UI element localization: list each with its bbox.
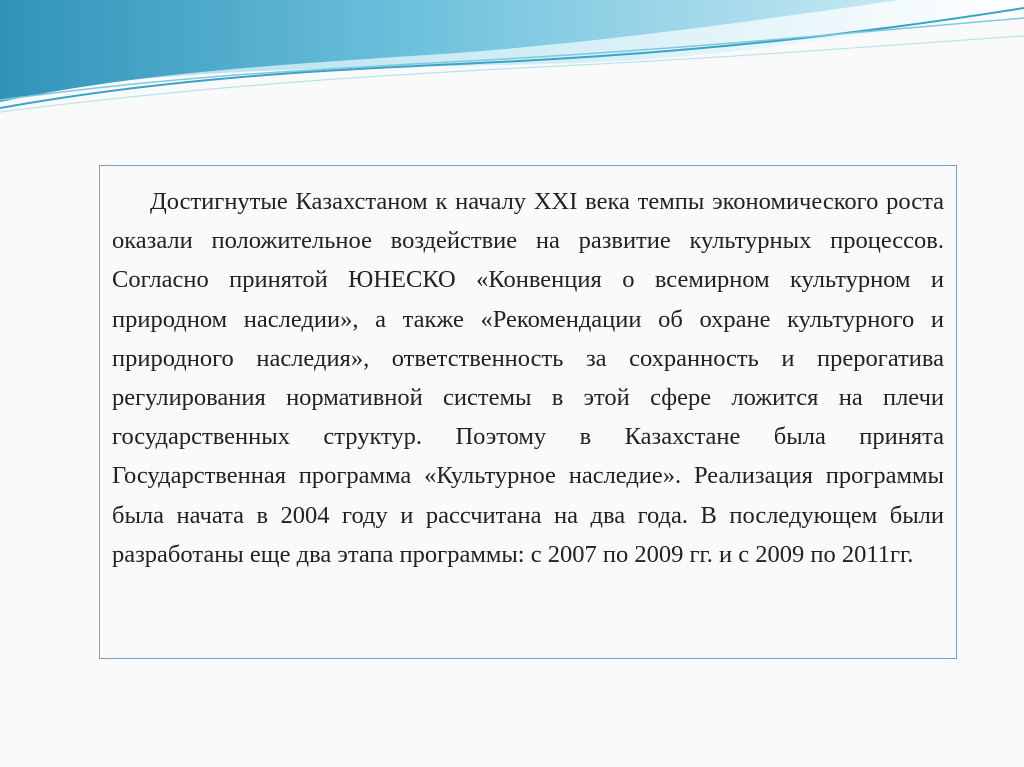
wave-band-main — [0, 0, 900, 102]
wave-header-decoration — [0, 0, 1024, 120]
text-frame — [99, 165, 957, 659]
body-paragraph: Достигнутые Казахстаном к началу XXI века темпы экономического роста оказали положительное воздействие на развитие культурных процессов. Согласно принятой ЮНЕСКО «Конвенция о всемирном культурном и природном наследии», а также «Рекомендации об охране культурного и природного наследия», ответственность за сохранность и прерогатива регулирования нормативной системы в этой сфере ложится на плечи государственных структур. Поэтому в Казахстане была принята Государственная программа «Культурное наследие». Реализация программы была начата в 2004 году и рассчитана на два года. В последующем были разработаны еще два этапа программы: с 2007 по 2009 гг. и с 2009 по 2011гг. — [112, 188, 944, 568]
